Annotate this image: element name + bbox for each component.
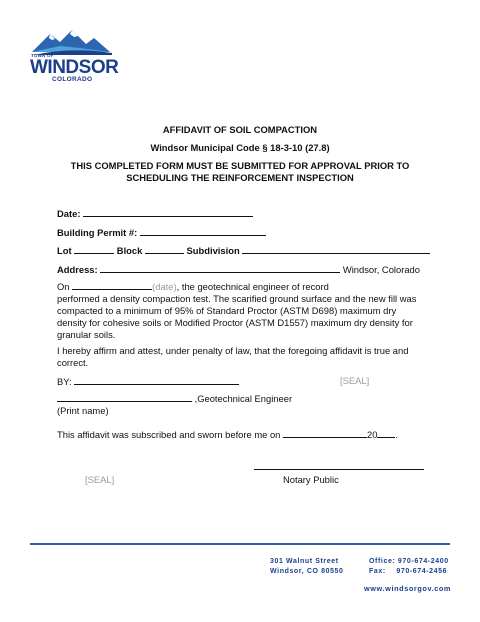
engineer-name-field[interactable] (57, 392, 192, 402)
logo-town-of: TOWN OF (31, 53, 54, 58)
notary-signature-field[interactable] (254, 469, 424, 470)
sworn-year-prefix: 20 (367, 429, 378, 440)
logo-colorado: COLORADO (52, 76, 93, 83)
address-label: Address: (57, 264, 98, 275)
by-label: BY: (57, 376, 72, 387)
engineer-seal: [SEAL] (340, 375, 370, 386)
logo-windsor: WINDSOR (30, 57, 119, 78)
lot-block-row (57, 244, 430, 256)
by-signature-field[interactable] (74, 375, 239, 385)
date-row (57, 207, 253, 219)
town-logo (30, 28, 120, 88)
submission-notice (0, 160, 480, 184)
lot-label: Lot (57, 245, 72, 256)
permit-row (57, 226, 266, 238)
footer-city: Windsor, CO 80550 (270, 568, 344, 575)
notice-line-1: THIS COMPLETED FORM MUST BE SUBMITTED FOR APPROVAL PRIOR TO (70, 160, 410, 171)
engineer-row (57, 392, 292, 404)
lot-field[interactable] (74, 244, 114, 254)
paragraph-first-line (57, 280, 427, 293)
paragraph-body: performed a density compaction test. The scarified ground surface and the new fill was compacted to a minimum of 95% of Standard Proctor (ASTM D698) maximum dry density for cohesive soils or Modified Proctor (ASTM D1557) maximum dry density for granular soils. (57, 293, 417, 340)
fax-label: Fax: (369, 568, 386, 575)
block-label: Block (116, 245, 143, 256)
print-name-label: (Print name) (57, 405, 109, 416)
sworn-row (57, 428, 398, 440)
address-suffix: Windsor, Colorado (342, 264, 420, 275)
sworn-year-field[interactable] (377, 428, 395, 438)
code-reference: Windsor Municipal Code § 18-3-10 (27.8) (150, 142, 330, 153)
form-title: AFFIDAVIT OF SOIL COMPACTION (162, 124, 318, 135)
test-date-field[interactable] (72, 280, 152, 290)
fax-phone: 970-674-2456 (396, 568, 448, 575)
engineer-suffix: ,Geotechnical Engineer (194, 393, 293, 404)
footer-office (369, 558, 449, 565)
address-field[interactable] (100, 263, 340, 273)
footer-divider (30, 543, 450, 545)
subdivision-label: Subdivision (186, 245, 240, 256)
notice-line-2: SCHEDULING THE REINFORCEMENT INSPECTION (126, 172, 354, 183)
date-label: Date: (57, 208, 81, 219)
sworn-date-field[interactable] (283, 428, 367, 438)
sworn-text: This affidavit was subscribed and sworn before me on (57, 429, 281, 440)
block-field[interactable] (145, 244, 184, 254)
footer-street: 301 Walnut Street (270, 558, 339, 565)
notary-seal: [SEAL] (85, 474, 115, 485)
attestation-paragraph: I hereby affirm and attest, under penalty of law, that the foregoing affidavit is true and correct. (57, 345, 409, 368)
on-label: On (57, 281, 70, 292)
compaction-paragraph (57, 280, 427, 341)
date-hint: (date) (152, 281, 177, 292)
notary-label: Notary Public (283, 474, 339, 485)
subdivision-field[interactable] (242, 244, 430, 254)
sworn-period: . (395, 429, 399, 440)
office-phone: 970-674-2400 (397, 558, 449, 565)
office-label: Office: (369, 558, 396, 565)
permit-label: Building Permit #: (57, 227, 138, 238)
paragraph-first-line-rest: , the geotechnical engineer of record (176, 281, 329, 292)
footer-fax (369, 568, 447, 575)
permit-field[interactable] (140, 226, 266, 236)
date-field[interactable] (83, 207, 253, 217)
address-row (57, 263, 420, 275)
footer-website[interactable]: www.windsorgov.com (364, 584, 452, 593)
by-row (57, 375, 239, 387)
